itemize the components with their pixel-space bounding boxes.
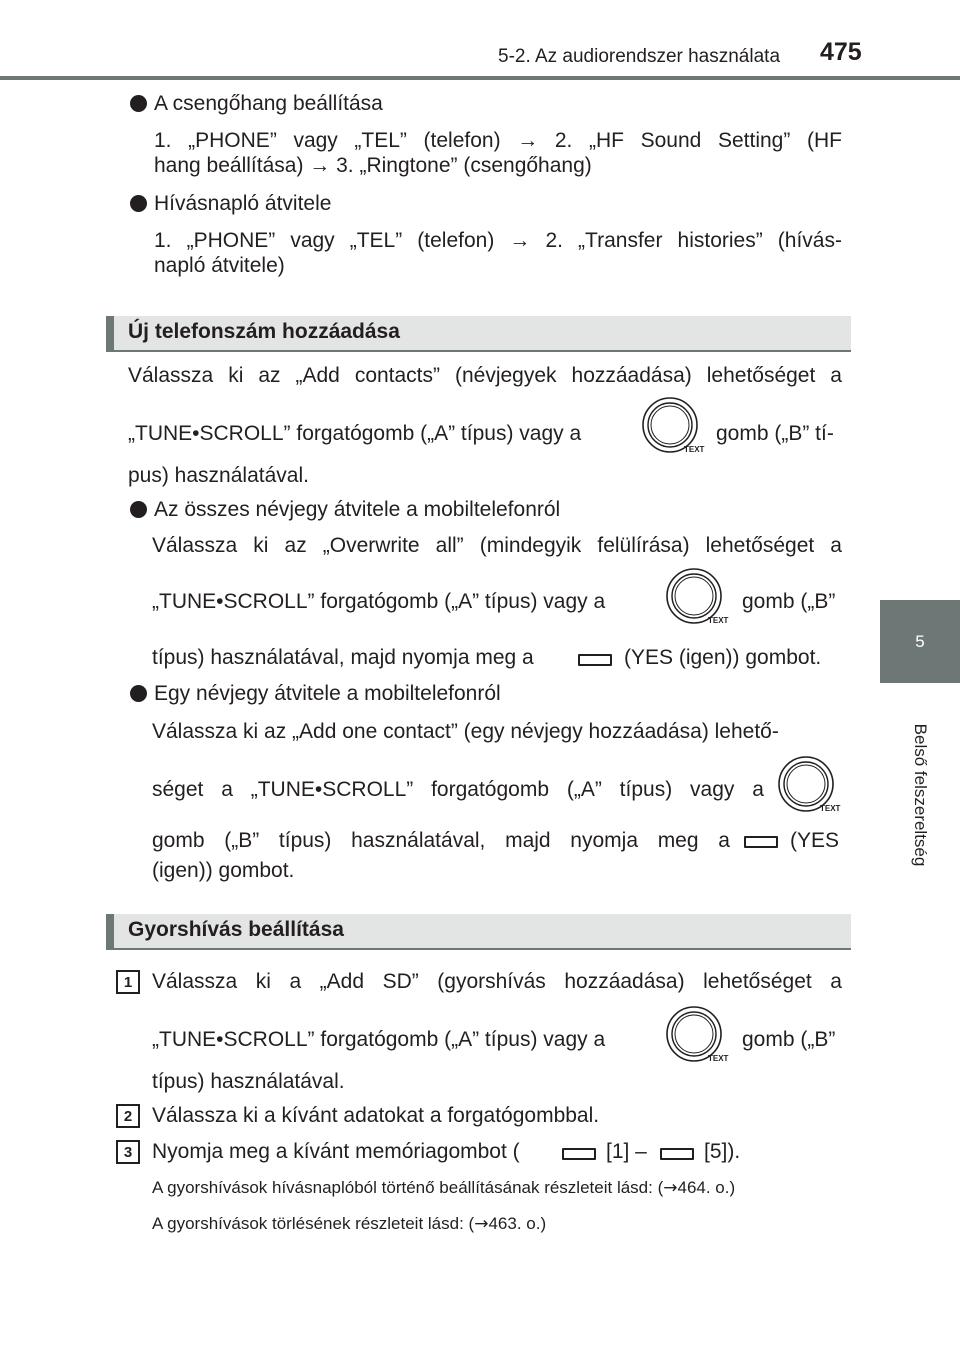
word: gomb xyxy=(152,829,205,852)
step-number-3: 3 xyxy=(116,1140,140,1164)
note-history-setup xyxy=(152,1178,735,1198)
step-1-line-2b: gomb („B” xyxy=(742,1028,836,1051)
overwrite-all-line-2a: „TUNE•SCROLL” forgatógomb („A” típus) vagy a xyxy=(152,590,606,613)
step-3-text-c: [5]). xyxy=(704,1140,741,1163)
overwrite-all-line-3a: típus) használatával, majd nyomja meg a xyxy=(152,646,534,669)
add-contacts-line-3: pus) használatával. xyxy=(128,464,309,487)
step-number-1: 1 xyxy=(116,970,140,994)
word: (hívás- xyxy=(777,229,842,252)
word: lehetőséget xyxy=(705,534,815,557)
step-3-text-b: [1] – xyxy=(606,1140,647,1163)
section-heading-bar xyxy=(106,914,851,950)
word: („A” xyxy=(566,778,602,801)
word: 2. xyxy=(554,129,573,152)
add-contacts-line-1 xyxy=(128,360,842,391)
note-text: A gyorshívások hívásnaplóból történő beállításának részleteit lásd: ( xyxy=(152,1178,664,1197)
word: „PHONE” xyxy=(188,129,277,152)
memory-button-icon xyxy=(660,1148,694,1160)
add-one-line-2 xyxy=(152,774,764,805)
word: a xyxy=(718,829,730,852)
bullet-icon xyxy=(130,195,147,212)
word: Válassza xyxy=(152,970,238,993)
step-1-line-3: típus) használatával. xyxy=(152,1070,345,1093)
word: Válassza xyxy=(152,534,238,557)
knob-icon xyxy=(640,395,710,453)
section-heading-accent xyxy=(106,914,114,948)
word: histories” xyxy=(677,229,763,252)
bullet-title-transfer-all: Az összes névjegy átvitele a mobiltelefonról xyxy=(154,498,561,521)
knob-text-label: TEXT xyxy=(708,1054,729,1062)
word: hozzáadása) xyxy=(571,364,692,387)
word: Setting” xyxy=(717,129,791,152)
running-header: 5-2. Az audiorendszer használata xyxy=(498,46,781,67)
section-heading: Gyorshívás beállítása xyxy=(128,918,344,941)
word: ki xyxy=(255,970,271,993)
word: Válassza xyxy=(128,364,214,387)
step-3-text-a: Nyomja meg a kívánt memóriagombot ( xyxy=(152,1140,520,1163)
word: „HF xyxy=(588,129,624,152)
word: „TUNE•SCROLL” xyxy=(250,778,414,801)
chapter-tab-label: Belső felszereltség xyxy=(911,723,930,867)
word: (gyorshívás xyxy=(437,970,546,993)
knob-icon xyxy=(776,754,846,812)
word: contacts” xyxy=(354,364,441,387)
word: ki xyxy=(253,534,269,557)
word: „Transfer xyxy=(578,229,663,252)
word: lehetőséget xyxy=(706,364,816,387)
step-number-2: 2 xyxy=(116,1104,140,1128)
word: séget xyxy=(152,778,204,801)
knob-icon xyxy=(664,566,734,624)
word: → xyxy=(509,229,531,252)
word: 2. xyxy=(545,229,563,252)
yes-button-icon xyxy=(744,836,778,848)
chapter-tab: 5 xyxy=(880,600,960,683)
word: → xyxy=(517,129,539,152)
word: vagy xyxy=(293,129,338,152)
add-one-line-3-end: (YES xyxy=(790,829,840,852)
word: „PHONE” xyxy=(186,229,276,252)
bullet-title-one-contact: Egy névjegy átvitele a mobiltelefonról xyxy=(154,682,501,705)
word: típus) xyxy=(278,829,332,852)
knob-text-label: TEXT xyxy=(820,804,841,812)
word: a xyxy=(752,778,764,801)
word: vagy xyxy=(690,778,735,801)
word: típus) xyxy=(619,778,673,801)
word: („B” xyxy=(224,829,260,852)
note-text: A gyorshívások törlésének részleteit lásd: ( xyxy=(152,1214,475,1233)
add-one-line-3 xyxy=(152,825,730,856)
word: lehetőséget xyxy=(703,970,812,993)
word: a xyxy=(830,534,842,557)
word: az xyxy=(258,364,281,387)
word: felülírása) xyxy=(597,534,690,557)
page-number: 475 xyxy=(820,38,862,66)
section-heading-bar xyxy=(106,316,851,352)
bullet-icon xyxy=(130,501,147,518)
bullet-icon xyxy=(130,685,147,702)
word: „Add xyxy=(319,970,365,993)
word: forgatógomb xyxy=(431,778,550,801)
word: 1. xyxy=(154,129,172,152)
word: SD” xyxy=(382,970,419,993)
page-arrow-icon: → xyxy=(663,1178,678,1198)
page-arrow-icon: → xyxy=(474,1214,489,1234)
section-heading: Új telefonszám hozzáadása xyxy=(128,320,400,343)
knob-text-label: TEXT xyxy=(684,445,705,453)
word: „Overwrite xyxy=(322,534,420,557)
word: Sound xyxy=(640,129,702,152)
word: vagy xyxy=(290,229,335,252)
bullet-title-ringtone: A csengőhang beállítása xyxy=(154,92,383,115)
word: 1. xyxy=(154,229,172,252)
knob-text-label: TEXT xyxy=(708,616,729,624)
word: all” xyxy=(435,534,464,557)
add-one-line-1: Válassza ki az „Add one contact” (egy névjegy hozzáadása) lehető- xyxy=(152,720,779,743)
note-page-ref: 464. o.) xyxy=(677,1178,736,1197)
word: (HF xyxy=(806,129,842,152)
add-contacts-line-2a: „TUNE•SCROLL” forgatógomb („A” típus) vagy a xyxy=(128,422,582,445)
word: az xyxy=(284,534,307,557)
step-1-line-1 xyxy=(152,966,842,997)
word: (telefon) xyxy=(417,229,495,252)
word: (mindegyik xyxy=(479,534,582,557)
word: a xyxy=(830,970,842,993)
step-1-line-2a: „TUNE•SCROLL” forgatógomb („A” típus) vagy a xyxy=(152,1028,606,1051)
word: hozzáadása) xyxy=(564,970,685,993)
note-page-ref: 463. o.) xyxy=(488,1214,547,1233)
overwrite-all-line-2b: gomb („B” xyxy=(742,590,836,613)
word: a xyxy=(289,970,302,993)
word: nyomja xyxy=(570,829,638,852)
word: a xyxy=(221,778,233,801)
memory-button-icon xyxy=(562,1148,596,1160)
note-delete-speed-dial xyxy=(152,1214,546,1234)
word: „Add xyxy=(295,364,340,387)
word: majd xyxy=(505,829,551,852)
word: (telefon) xyxy=(423,129,501,152)
section-heading-accent xyxy=(106,316,114,350)
word: használatával, xyxy=(351,829,486,852)
step-2-text: Válassza ki a kívánt adatokat a forgatógombbal. xyxy=(152,1104,600,1127)
ringtone-path-line-2: hang beállítása) → 3. „Ringtone” (csengőhang) xyxy=(154,154,592,177)
overwrite-all-line-3b: (YES (igen)) gombot. xyxy=(624,646,822,669)
add-one-line-4: (igen)) gombot. xyxy=(152,859,295,882)
word: meg xyxy=(657,829,699,852)
word: a xyxy=(830,364,842,387)
word: „TEL” xyxy=(349,229,403,252)
history-path-line-2: napló átvitele) xyxy=(154,254,285,277)
word: ki xyxy=(228,364,244,387)
overwrite-all-line-1 xyxy=(152,530,842,561)
header-rule xyxy=(0,76,960,80)
yes-button-icon xyxy=(578,654,612,666)
word: (névjegyek xyxy=(454,364,557,387)
bullet-icon xyxy=(130,95,147,112)
add-contacts-line-2b: gomb („B” tí- xyxy=(716,422,834,445)
bullet-title-history: Hívásnapló átvitele xyxy=(154,192,332,215)
word: „TEL” xyxy=(354,129,407,152)
knob-icon xyxy=(664,1004,734,1062)
